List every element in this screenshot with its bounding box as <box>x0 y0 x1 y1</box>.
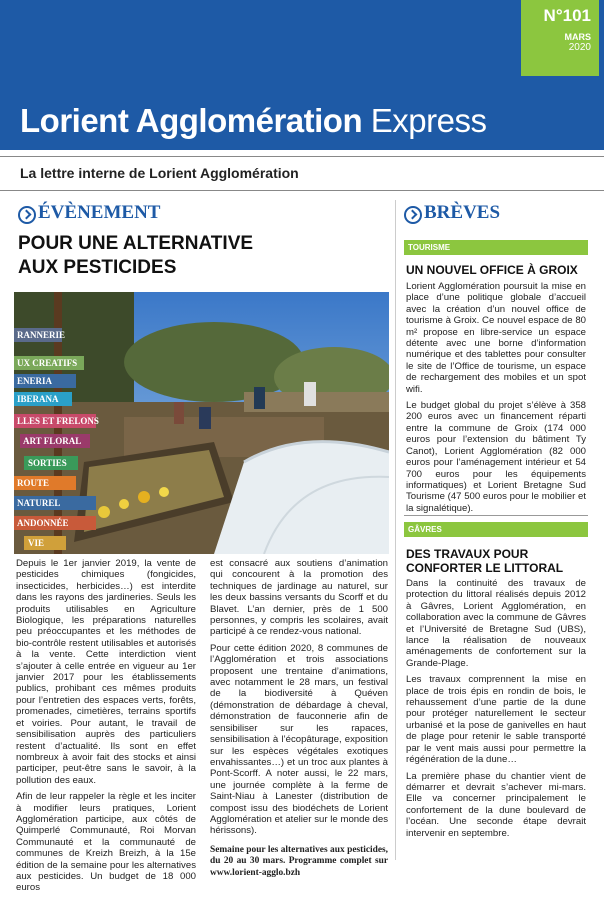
article-headline <box>18 232 253 280</box>
article-paragraph: Depuis le 1er janvier 2019, la vente de pesticides chimiques (fongicides, insecticides, herbicides…) est interdite dans les rayons des jardineries. Seuls les produits utilisables en Agriculture Biologique, les préparations naturelles peu préoccupantes et les méthodes de bio-contrôle restent utilisables et autorisés à la vente. Cette interdiction vient s’ajouter à celle entrée en vigueur au 1er janvier 2017 pour les établissements publics, prohibant ces mêmes produits pour l’entretien des espaces verts, forêts, promenades, cimetières, terrains sportifs et voiries. Pour autant, le travail de sensibilisation auprès des particuliers restent d’actualité. Ils sont en effet nombreux à avoir fait des stocks et ainsi participer, peut-être sans le savoir, à la pollution des eaux. <box>16 558 196 786</box>
sign-11: VIE <box>28 538 45 548</box>
breve-paragraph: Dans la continuité des travaux de protection du littoral réalisés depuis 2012 à Gâvres, Lorient Agglomération, en collaboration avec la commune de Gâvres et l’Université de Bretagne Sud (UBS), lance la réalisation de nouveaux aménagements de confortement sur la Grande-Plage. <box>406 578 586 669</box>
article-paragraph: Pour cette édition 2020, 8 communes de l’Agglomération et trois associations proposent une trentaine d’animations, avec notamment le 28 mars, un festival de la biodiversité à Quéven (démonstration de débardage à cheval, démonstration de fauconnerie afin de sensibiliser sur les rapaces, sensibilisation à l’écopâturage, exposition sur les espèces végétales exotiques envahissantes…) et un troc aux plantes à Pont-Scorff. A noter aussi, le 22 mars, une journée complète à la ferme de Saint-Niau à Lanester (distribution de compost issu des biodéchets de Lorient Agglomération et atelier sur le monde des hérissons). <box>210 642 388 837</box>
newsletter-subtitle: La lettre interne de Lorient Agglomération <box>20 165 299 181</box>
chevron-right-icon <box>404 206 422 224</box>
tag-tourisme: TOURISME <box>404 240 588 255</box>
masthead <box>0 0 604 150</box>
subtitle-rule-bottom <box>0 190 604 191</box>
sign-4: IBERANA <box>17 394 59 404</box>
article-column-2 <box>210 558 388 884</box>
breve-2-title <box>406 547 563 575</box>
breve-divider <box>404 515 588 516</box>
sign-6: ART FLORAL <box>23 436 82 446</box>
breve-1-body <box>406 281 586 519</box>
masthead-title-light: Express <box>370 102 487 139</box>
sign-5: LLES ET FRELONS <box>17 416 99 426</box>
issue-badge <box>521 0 599 76</box>
headline-line-2: AUX PESTICIDES <box>18 257 177 278</box>
breve-paragraph: Les travaux comprennent la mise en place de trois épis en rondin de bois, le rehaussement d’une partie de la dune pour protéger naturellement le secteur urbanisé et la pose de ganivelles en haut de plage pour retenir le sable transporté par le vent mais aussi pour permettre la régénération de la dune… <box>406 674 586 766</box>
breve-1-title: UN NOUVEL OFFICE À GROIX <box>406 263 578 277</box>
sign-8: ROUTE <box>17 478 50 488</box>
section-event-title: ÉVÈNEMENT <box>38 202 161 223</box>
article-paragraph: Afin de leur rappeler la règle et les inciter à modifier leurs pratiques, Lorient Agglomération participe, aux côtés de Quimperlé Communauté, Roi Morvan Communauté et la communauté de communes de Kreizh Breizh, à la 15e édition de la semaine pour les alternatives aux pesticides. Un budget de 18 000 euros <box>16 791 196 894</box>
article-column-1 <box>16 558 196 899</box>
issue-year: 2020 <box>568 42 591 53</box>
breve-paragraph: Le budget global du projet s’élève à 358 200 euros avec un financement réparti entre la commune de Groix (174 000 euros pour l’extension du bâtiment Ty Canot), Lorient Agglomération (82 000 euros pour l’aménagement intérieur et 54 700 euros pour les équipements informatiques) et Lorient Bretagne Sud Tourisme (47 500 euros pour le mobilier et la signalétique). <box>406 400 586 514</box>
sign-1: RANNERIE <box>17 330 66 340</box>
breve-paragraph: La première phase du chantier vient de démarrer et devrait s’achever mi-mars. Elle va concerner principalement le confortement de la dune boulevard de l’océan. Une seconde étape devrait intervenir en septembre. <box>406 770 586 839</box>
sign-3: ENERIA <box>17 376 53 386</box>
issue-number: N°101 <box>543 6 591 25</box>
issue-month: MARS <box>564 32 591 42</box>
sign-2: UX CREATIFS <box>17 358 78 368</box>
sign-10: ANDONNÉE <box>17 518 69 528</box>
article-photo <box>14 292 389 554</box>
breve-2-title-line-2: CONFORTER LE LITTORAL <box>406 561 564 575</box>
chevron-right-icon <box>18 206 36 224</box>
subtitle-rule-top <box>0 156 604 157</box>
masthead-title-bold: Lorient Agglomération <box>20 102 363 139</box>
breve-2-body <box>406 578 586 844</box>
headline-line-1: POUR UNE ALTERNATIVE <box>18 233 254 254</box>
article-paragraph: est consacré aux soutiens d’animation qui concourent à la promotion des techniques de jardinage au naturel, sur les deux bassins versants du Scorff et du Blavet. L’an dernier, près de 1 500 personnes, y compris les scolaires, avait participé à ce rendez-vous national. <box>210 558 388 638</box>
sign-9: NATUREL <box>17 498 61 508</box>
sign-7: SORTIES <box>28 458 67 468</box>
section-breves-title: BRÈVES <box>424 202 501 223</box>
tag-gavres: GÂVRES <box>404 522 588 537</box>
article-caption: Semaine pour les alternatives aux pesticides, du 20 au 30 mars. Programme complet sur www.lorient-agglo.bzh <box>210 844 388 878</box>
column-divider <box>395 200 396 860</box>
masthead-title <box>20 102 487 140</box>
breve-paragraph: Lorient Agglomération poursuit la mise en place d’une politique globale d’accueil avec la création d’un nouvel office de tourisme à Groix. Ce nouvel espace de 80 m² propose en libre-service un espace détente avec une borne d’information numérique et des tablettes pour consulter le site de l’Office de tourisme, un espace de rechargement des mobiles et un spot wifi. <box>406 281 586 395</box>
breve-2-title-line-1: DES TRAVAUX POUR <box>406 547 529 561</box>
